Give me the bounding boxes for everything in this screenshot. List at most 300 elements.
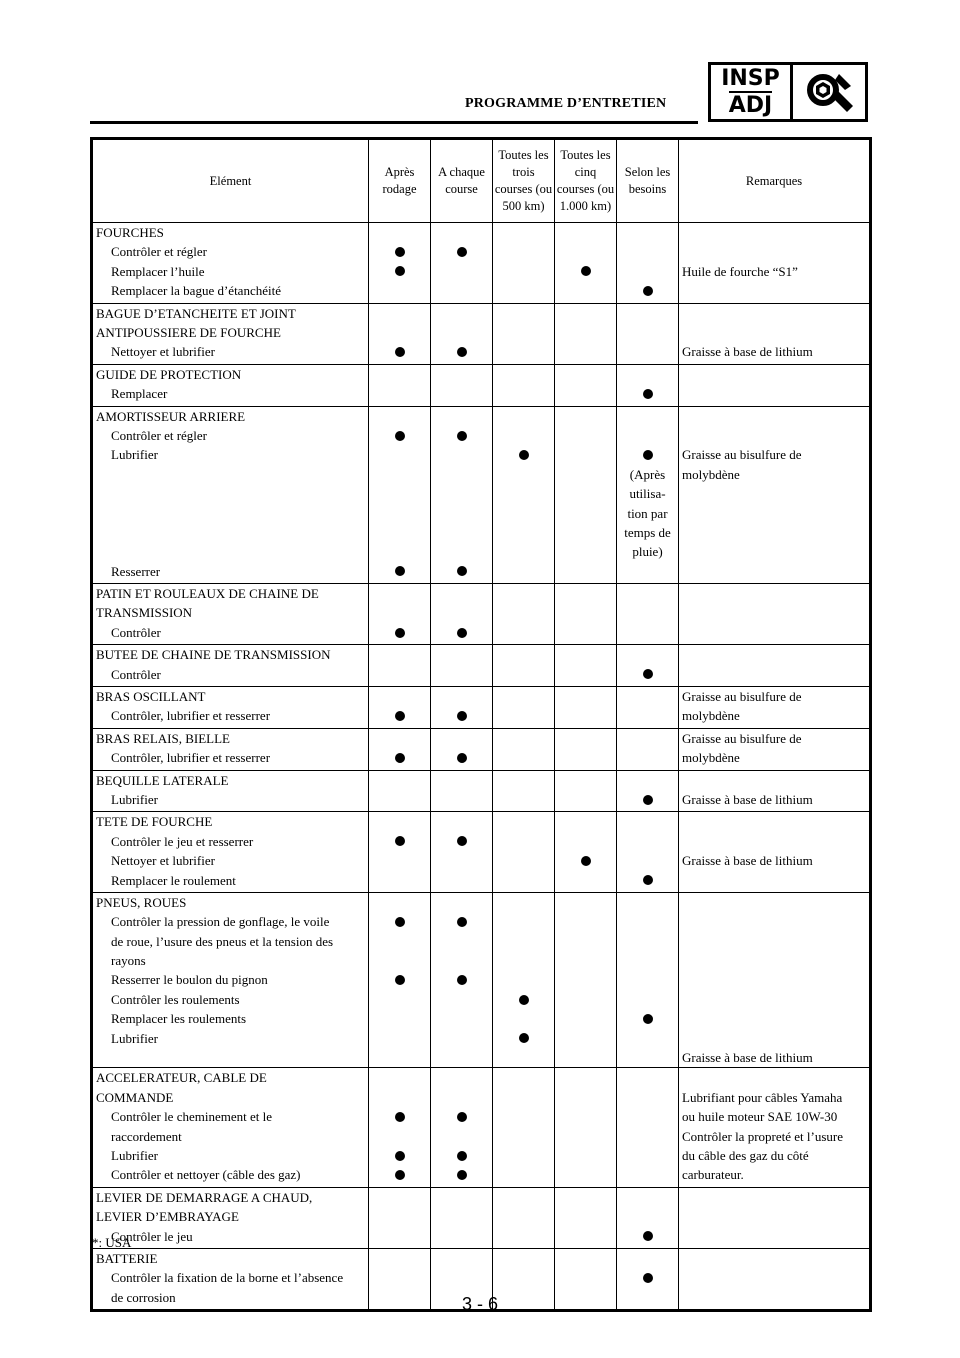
interval-cell-as-needed	[617, 303, 679, 364]
blank-line	[369, 1009, 430, 1028]
remarks-cell	[679, 812, 871, 893]
schedule-dot-line	[431, 342, 492, 361]
schedule-dot-line	[369, 970, 430, 989]
blank-line	[555, 484, 616, 503]
column-header-as-needed: Selon les besoins	[617, 139, 679, 223]
item-label: raccordement	[111, 1128, 182, 1144]
section-title: PNEUS, ROUES	[96, 894, 187, 910]
interval-cell-every-race	[431, 770, 493, 812]
item-label: de corrosion	[111, 1289, 176, 1305]
blank-line	[617, 365, 678, 384]
section-title: ACCELERATEUR, CABLE DE	[96, 1070, 267, 1086]
interval-cell-as-needed	[617, 364, 679, 406]
blank-line	[493, 790, 554, 809]
blank-line	[493, 1146, 554, 1165]
blank-line	[617, 1207, 678, 1226]
schedule-dot	[395, 975, 405, 985]
remark-line: Graisse au bisulfure de	[682, 447, 802, 463]
section-title: BUTEE DE CHAINE DE TRANSMISSION	[96, 647, 331, 663]
blank-line	[493, 365, 554, 384]
schedule-dot-line	[431, 912, 492, 931]
element-cell	[92, 1068, 369, 1187]
blank-line	[431, 851, 492, 870]
schedule-dot-line	[369, 426, 430, 445]
blank-line	[555, 584, 616, 603]
blank-line	[431, 323, 492, 342]
blank-line	[369, 542, 430, 561]
blank-line	[369, 484, 430, 503]
blank-line	[493, 1268, 554, 1287]
blank-line	[493, 1249, 554, 1268]
blank-line	[493, 932, 554, 951]
element-cell	[92, 645, 369, 687]
blank-line	[617, 562, 678, 581]
blank-line	[431, 503, 492, 522]
blank-line	[493, 323, 554, 342]
schedule-dot	[395, 1151, 405, 1161]
table-row	[92, 1187, 871, 1248]
schedule-dot-line	[431, 1146, 492, 1165]
blank-line	[431, 603, 492, 622]
blank-line	[617, 812, 678, 831]
remark-line: molybdène	[682, 466, 740, 482]
blank-line	[493, 223, 554, 242]
interval-cell-after-breakin	[369, 584, 431, 645]
blank-line	[493, 1165, 554, 1184]
schedule-dot-line	[493, 990, 554, 1009]
item-label: Contrôler, lubrifier et resserrer	[111, 708, 271, 724]
schedule-dot	[395, 753, 405, 763]
blank-line	[617, 1165, 678, 1184]
schedule-dot	[643, 795, 653, 805]
interval-cell-after-breakin	[369, 364, 431, 406]
schedule-dot	[395, 566, 405, 576]
blank-line	[493, 912, 554, 931]
table-row	[92, 303, 871, 364]
blank-line	[431, 484, 492, 503]
blank-line	[617, 623, 678, 642]
element-cell	[92, 303, 369, 364]
remark-line: Graisse à base de lithium	[682, 344, 813, 360]
as-needed-note: pluie)	[632, 544, 663, 560]
blank-line	[431, 542, 492, 561]
item-label: Contrôler le cheminement et le	[111, 1109, 272, 1125]
blank-line	[617, 893, 678, 912]
section-title: BEQUILLE LATERALE	[96, 772, 229, 788]
item-label: Contrôler le jeu	[111, 1228, 193, 1244]
item-label: Remplacer la bague d’étanchéité	[111, 283, 281, 299]
interval-cell-as-needed	[617, 728, 679, 770]
interval-cell-after-breakin	[369, 728, 431, 770]
table-row	[92, 1068, 871, 1187]
remark-line	[682, 871, 866, 890]
remarks-cell	[679, 645, 871, 687]
blank-line	[431, 790, 492, 809]
section-title: LEVIER D’EMBRAYAGE	[96, 1209, 239, 1225]
blank-line	[369, 1268, 430, 1287]
blank-line	[493, 484, 554, 503]
blank-line	[617, 990, 678, 1009]
blank-line	[431, 1127, 492, 1146]
column-header-after-breakin: Après rodage	[369, 139, 431, 223]
blank-line	[555, 603, 616, 622]
interval-cell-every-3-races	[493, 223, 555, 304]
remark-line: Contrôler la propreté et l’usure	[682, 1128, 843, 1144]
interval-cell-every-5-races	[555, 1187, 617, 1248]
blank-line	[617, 223, 678, 242]
schedule-dot	[643, 286, 653, 296]
schedule-dot	[457, 975, 467, 985]
schedule-dot	[643, 1273, 653, 1283]
interval-cell-as-needed	[617, 223, 679, 304]
table-row	[92, 364, 871, 406]
section-title: BATTERIE	[96, 1250, 158, 1266]
schedule-dot-line	[431, 832, 492, 851]
interval-cell-every-3-races	[493, 686, 555, 728]
schedule-dot	[395, 917, 405, 927]
element-cell	[92, 812, 369, 893]
interval-cell-every-3-races	[493, 1068, 555, 1187]
blank-line	[555, 832, 616, 851]
blank-line	[431, 584, 492, 603]
schedule-dot-line	[555, 851, 616, 870]
remark-line	[682, 990, 866, 1009]
section-title: BRAS OSCILLANT	[96, 688, 206, 704]
blank-line	[555, 729, 616, 748]
schedule-dot-line	[493, 1029, 554, 1048]
section-title: GUIDE DE PROTECTION	[96, 366, 242, 382]
schedule-dot	[581, 856, 591, 866]
blank-line	[555, 503, 616, 522]
blank-line	[369, 1127, 430, 1146]
interval-cell-after-breakin	[369, 770, 431, 812]
blank-line	[555, 465, 616, 484]
item-label: Resserrer le boulon du pignon	[111, 972, 268, 988]
blank-line	[617, 1146, 678, 1165]
schedule-dot	[457, 628, 467, 638]
blank-line	[493, 771, 554, 790]
blank-line	[617, 851, 678, 870]
blank-line	[493, 970, 554, 989]
blank-line	[369, 771, 430, 790]
blank-line	[431, 645, 492, 664]
badge-text	[711, 65, 793, 119]
blank-line	[369, 893, 430, 912]
schedule-dot	[519, 450, 529, 460]
table-body	[92, 223, 871, 1311]
schedule-dot	[457, 753, 467, 763]
schedule-dot	[395, 711, 405, 721]
blank-line	[555, 1165, 616, 1184]
blank-line	[555, 1227, 616, 1246]
schedule-dot	[457, 566, 467, 576]
interval-cell-after-breakin	[369, 1068, 431, 1187]
blank-line	[555, 812, 616, 831]
blank-line	[369, 871, 430, 890]
item-label: Contrôler et régler	[111, 427, 208, 443]
blank-line	[493, 893, 554, 912]
blank-line	[431, 384, 492, 403]
item-label: Remplacer l’huile	[111, 263, 205, 279]
blank-line	[369, 1188, 430, 1207]
interval-cell-every-race	[431, 686, 493, 728]
interval-cell-every-3-races	[493, 812, 555, 893]
blank-line	[431, 365, 492, 384]
remarks-cell	[679, 364, 871, 406]
blank-line	[617, 603, 678, 622]
blank-line	[617, 912, 678, 931]
blank-line	[555, 407, 616, 426]
blank-line	[493, 748, 554, 767]
schedule-dot	[643, 875, 653, 885]
blank-line	[555, 1127, 616, 1146]
blank-line	[617, 1029, 678, 1048]
blank-line	[493, 542, 554, 561]
blank-line	[493, 503, 554, 522]
blank-line	[555, 1088, 616, 1107]
blank-line	[493, 1227, 554, 1246]
item-label: Lubrifier	[111, 1030, 158, 1046]
interval-cell-every-3-races	[493, 584, 555, 645]
blank-line	[617, 1127, 678, 1146]
schedule-dot	[395, 347, 405, 357]
interval-cell-every-3-races	[493, 303, 555, 364]
blank-line	[555, 426, 616, 445]
blank-line	[555, 932, 616, 951]
section-title: ANTIPOUSSIERE DE FOURCHE	[96, 324, 281, 340]
blank-line	[493, 562, 554, 581]
blank-line	[431, 771, 492, 790]
schedule-dot	[643, 1014, 653, 1024]
schedule-dot	[395, 1170, 405, 1180]
blank-line	[431, 990, 492, 1009]
blank-line	[431, 1009, 492, 1028]
blank-line	[369, 932, 430, 951]
blank-line	[431, 1227, 492, 1246]
schedule-dot-line	[369, 242, 430, 261]
interval-cell-after-breakin	[369, 303, 431, 364]
schedule-dot-line	[369, 342, 430, 361]
blank-line	[617, 1107, 678, 1126]
remark-line: Graisse au bisulfure de	[682, 730, 802, 746]
schedule-dot	[395, 1112, 405, 1122]
item-label: Contrôler le jeu et resserrer	[111, 833, 254, 849]
blank-line	[431, 223, 492, 242]
blank-line	[369, 465, 430, 484]
blank-line	[493, 851, 554, 870]
interval-cell-as-needed	[617, 406, 679, 584]
interval-cell-as-needed	[617, 645, 679, 687]
element-cell	[92, 686, 369, 728]
schedule-dot	[643, 1231, 653, 1241]
schedule-dot-line	[617, 665, 678, 684]
interval-cell-every-5-races	[555, 364, 617, 406]
blank-line	[555, 623, 616, 642]
blank-line	[369, 1207, 430, 1226]
blank-line	[493, 384, 554, 403]
blank-line	[369, 1068, 430, 1087]
item-label: de roue, l’usure des pneus et la tension des	[111, 933, 334, 949]
blank-line	[369, 1029, 430, 1048]
blank-line	[555, 912, 616, 931]
spacer-line	[96, 485, 365, 504]
blank-line	[617, 262, 678, 281]
schedule-dot-line	[431, 242, 492, 261]
interval-cell-as-needed	[617, 1068, 679, 1187]
schedule-dot	[457, 347, 467, 357]
blank-line	[493, 687, 554, 706]
schedule-dot	[519, 1033, 529, 1043]
interval-cell-as-needed	[617, 1187, 679, 1248]
blank-line	[431, 1068, 492, 1087]
blank-line	[431, 1207, 492, 1226]
item-label: Contrôler la pression de gonflage, le voile	[111, 914, 330, 930]
blank-line	[369, 584, 430, 603]
element-cell	[92, 728, 369, 770]
blank-line	[369, 281, 430, 300]
schedule-dot	[457, 1170, 467, 1180]
schedule-dot-line	[369, 1146, 430, 1165]
remarks-cell	[679, 892, 871, 1068]
schedule-dot	[643, 450, 653, 460]
schedule-dot-line	[431, 623, 492, 642]
blank-line	[369, 384, 430, 403]
blank-line	[555, 523, 616, 542]
insp-adj-badge	[708, 62, 868, 122]
item-label: Contrôler la fixation de la borne et l’absence	[111, 1270, 344, 1286]
schedule-dot	[395, 247, 405, 257]
blank-line	[555, 323, 616, 342]
remark-line	[682, 771, 866, 790]
schedule-dot-line	[369, 706, 430, 725]
schedule-dot	[519, 995, 529, 1005]
remark-line	[682, 951, 866, 970]
interval-cell-every-race	[431, 223, 493, 304]
remark-line: molybdène	[682, 750, 740, 766]
schedule-dot-line	[431, 748, 492, 767]
blank-line	[493, 1088, 554, 1107]
remarks-cell	[679, 728, 871, 770]
blank-line	[493, 1068, 554, 1087]
blank-line	[369, 407, 430, 426]
blank-line	[431, 281, 492, 300]
blank-line	[431, 1188, 492, 1207]
interval-cell-every-race	[431, 303, 493, 364]
schedule-dot-line	[617, 1009, 678, 1028]
blank-line	[617, 932, 678, 951]
schedule-dot	[457, 431, 467, 441]
spacer-line	[96, 466, 365, 485]
blank-line	[555, 951, 616, 970]
blank-line	[555, 990, 616, 1009]
as-needed-note: (Après	[629, 466, 666, 482]
blank-line	[431, 665, 492, 684]
remark-line	[682, 1009, 866, 1028]
blank-line	[555, 706, 616, 725]
blank-line	[555, 1188, 616, 1207]
schedule-dot-line	[431, 426, 492, 445]
blank-line	[431, 1088, 492, 1107]
schedule-dot	[581, 266, 591, 276]
blank-line	[431, 687, 492, 706]
remark-line: Lubrifiant pour câbles Yamaha	[682, 1089, 843, 1105]
blank-line	[555, 281, 616, 300]
schedule-dot-line	[431, 1165, 492, 1184]
blank-line	[493, 871, 554, 890]
schedule-dot	[457, 836, 467, 846]
blank-line	[555, 223, 616, 242]
remark-line	[682, 970, 866, 989]
blank-line	[369, 323, 430, 342]
blank-line	[369, 1249, 430, 1268]
schedule-dot	[395, 431, 405, 441]
element-cell	[92, 892, 369, 1068]
blank-line	[369, 223, 430, 242]
element-cell	[92, 770, 369, 812]
interval-cell-every-3-races	[493, 1187, 555, 1248]
blank-line	[617, 729, 678, 748]
blank-line	[617, 1249, 678, 1268]
blank-line	[617, 951, 678, 970]
item-label: Remplacer le roulement	[111, 872, 236, 888]
blank-line	[493, 665, 554, 684]
interval-cell-after-breakin	[369, 892, 431, 1068]
blank-line	[493, 523, 554, 542]
blank-line	[431, 1249, 492, 1268]
schedule-dot-line	[617, 281, 678, 300]
blank-line	[369, 951, 430, 970]
badge-adj-label: ADJ	[728, 92, 773, 118]
schedule-dot	[395, 266, 405, 276]
blank-line	[617, 748, 678, 767]
table-row	[92, 223, 871, 304]
section-title: TRANSMISSION	[96, 605, 193, 621]
badge-insp-label: INSP	[721, 65, 780, 91]
interval-cell-after-breakin	[369, 406, 431, 584]
blank-line	[555, 445, 616, 464]
spacer-line	[96, 543, 365, 562]
interval-cell-every-5-races	[555, 584, 617, 645]
blank-line	[493, 706, 554, 725]
blank-line	[555, 1249, 616, 1268]
blank-line	[555, 665, 616, 684]
interval-cell-after-breakin	[369, 812, 431, 893]
table-row	[92, 406, 871, 584]
blank-line	[431, 812, 492, 831]
blank-line	[431, 893, 492, 912]
interval-cell-as-needed	[617, 812, 679, 893]
remarks-cell	[679, 223, 871, 304]
blank-line	[617, 970, 678, 989]
element-cell	[92, 223, 369, 304]
schedule-dot-line	[617, 1227, 678, 1246]
blank-line	[493, 304, 554, 323]
item-label: Contrôler et régler	[111, 244, 208, 260]
item-label: Lubrifier	[111, 791, 158, 807]
section-title: PATIN ET ROULEAUX DE CHAINE DE	[96, 586, 319, 602]
remark-line	[682, 323, 866, 342]
blank-line	[617, 645, 678, 664]
blank-line	[555, 771, 616, 790]
blank-line	[555, 1146, 616, 1165]
blank-line	[617, 1088, 678, 1107]
blank-line	[493, 342, 554, 361]
remark-line	[682, 426, 866, 445]
blank-line	[617, 706, 678, 725]
maintenance-schedule-table	[90, 137, 872, 1312]
schedule-dot	[457, 711, 467, 721]
blank-line	[369, 665, 430, 684]
